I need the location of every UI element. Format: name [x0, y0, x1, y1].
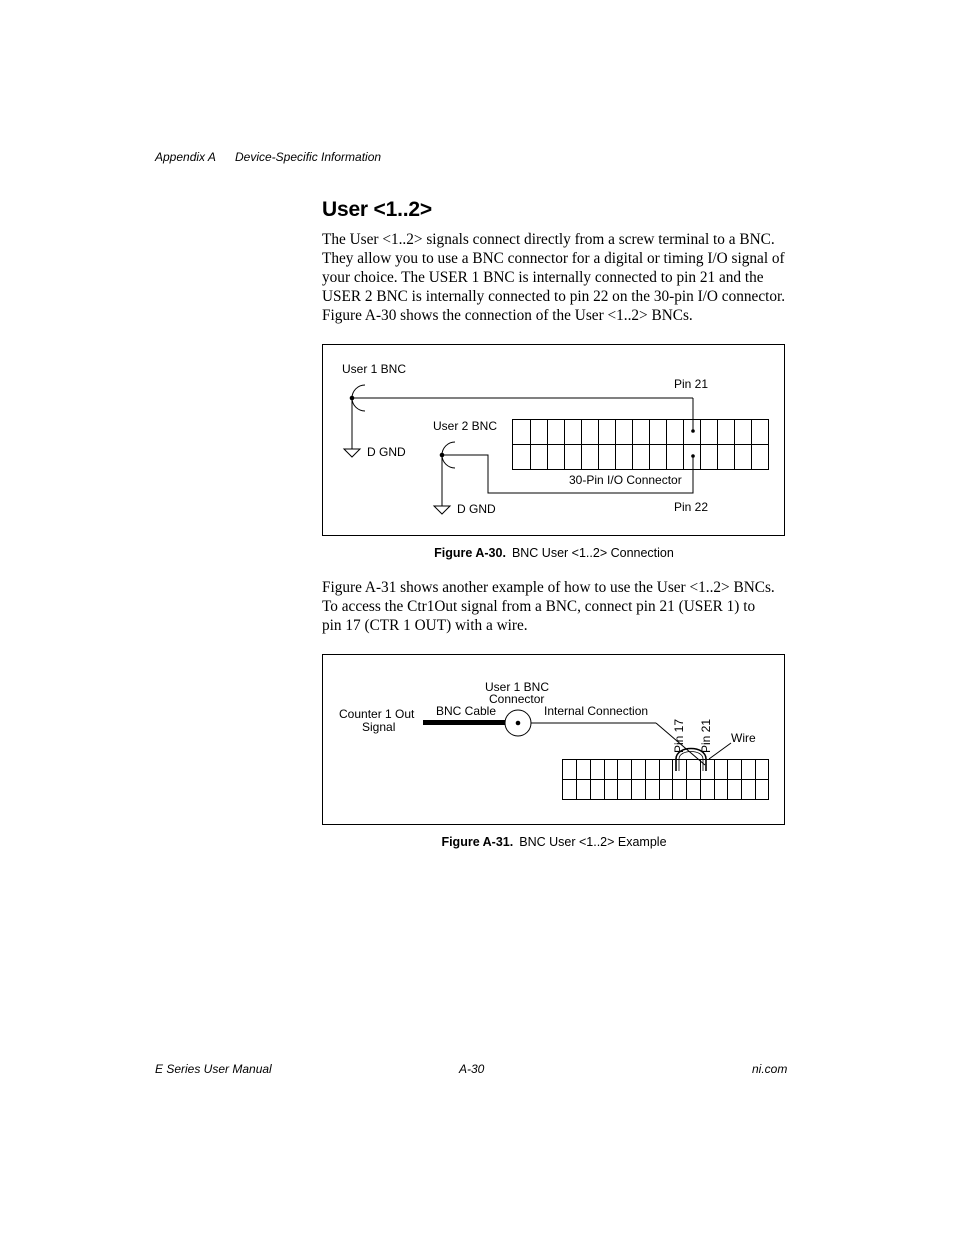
jumper-wire — [679, 752, 703, 772]
running-header-section: Appendix A — [155, 150, 216, 164]
section-heading: User <1..2> — [322, 198, 432, 221]
text-line: Figure A-31 shows another example of how to use the User <1..2> BNCs. — [322, 579, 775, 596]
text-line: USER 2 BNC is internally connected to pin 22 on the 30-pin I/O connector. — [322, 288, 786, 305]
figure-a31-caption — [322, 835, 786, 849]
text-line: your choice. The USER 1 BNC is internally connected to pin 21 and the — [322, 269, 764, 286]
label-dgnd-1: D GND — [367, 445, 406, 459]
caption-text: BNC User <1..2> Example — [519, 835, 667, 849]
bnc-center-pin — [516, 721, 521, 726]
io-connector — [513, 420, 769, 470]
figure-a30-caption — [322, 546, 786, 560]
text-line: They allow you to use a BNC connector for a digital or timing I/O signal of — [322, 250, 785, 267]
connection-diagram — [323, 345, 786, 537]
text-line: Figure A-30 shows the connection of the User <1..2> BNCs. — [322, 307, 693, 324]
figure-a30 — [322, 344, 785, 536]
user2-bnc-icon — [434, 442, 455, 514]
running-header-title: Device-Specific Information — [235, 150, 382, 164]
label-pin17: Pin 17 — [672, 718, 686, 753]
user1-bnc-icon — [344, 385, 365, 457]
label-bnc-cable: BNC Cable — [436, 704, 497, 718]
label-user1-bnc: User 1 BNC — [485, 680, 550, 694]
label-pin21: Pin 21 — [699, 718, 713, 753]
label-dgnd-2: D GND — [457, 502, 496, 516]
label-pin22: Pin 22 — [674, 500, 709, 514]
label-connector: Connector — [489, 692, 545, 706]
intro-paragraph — [322, 230, 786, 325]
label-counter-signal: Signal — [362, 720, 396, 734]
label-internal-connection: Internal Connection — [544, 704, 649, 718]
footer-manual-title: E Series User Manual — [155, 1062, 272, 1076]
label-user1-bnc: User 1 BNC — [342, 362, 407, 376]
footer-page-number: A-30 — [459, 1062, 485, 1076]
bnc-cable — [423, 720, 505, 725]
text-line: To access the Ctr1Out signal from a BNC, connect pin 21 (USER 1) to — [322, 598, 756, 615]
pin21-dot — [691, 429, 695, 433]
label-wire: Wire — [731, 731, 756, 745]
text-line: pin 17 (CTR 1 OUT) with a wire. — [322, 617, 528, 634]
example-paragraph — [322, 578, 786, 635]
pin22-dot — [691, 454, 695, 458]
text-line: The User <1..2> signals connect directly from a screw terminal to a BNC. — [322, 231, 775, 248]
io-connector — [563, 760, 769, 800]
caption-text: BNC User <1..2> Connection — [511, 546, 674, 560]
footer-website: ni.com — [752, 1062, 788, 1076]
caption-number: Figure A-31. — [441, 835, 514, 849]
label-counter-out: Counter 1 Out — [339, 707, 415, 721]
caption-number: Figure A-30. — [434, 546, 506, 560]
example-diagram — [323, 655, 786, 826]
label-connector: 30-Pin I/O Connector — [569, 473, 682, 487]
label-pin21: Pin 21 — [674, 377, 709, 391]
label-user2-bnc: User 2 BNC — [433, 419, 498, 433]
figure-a31 — [322, 654, 785, 825]
